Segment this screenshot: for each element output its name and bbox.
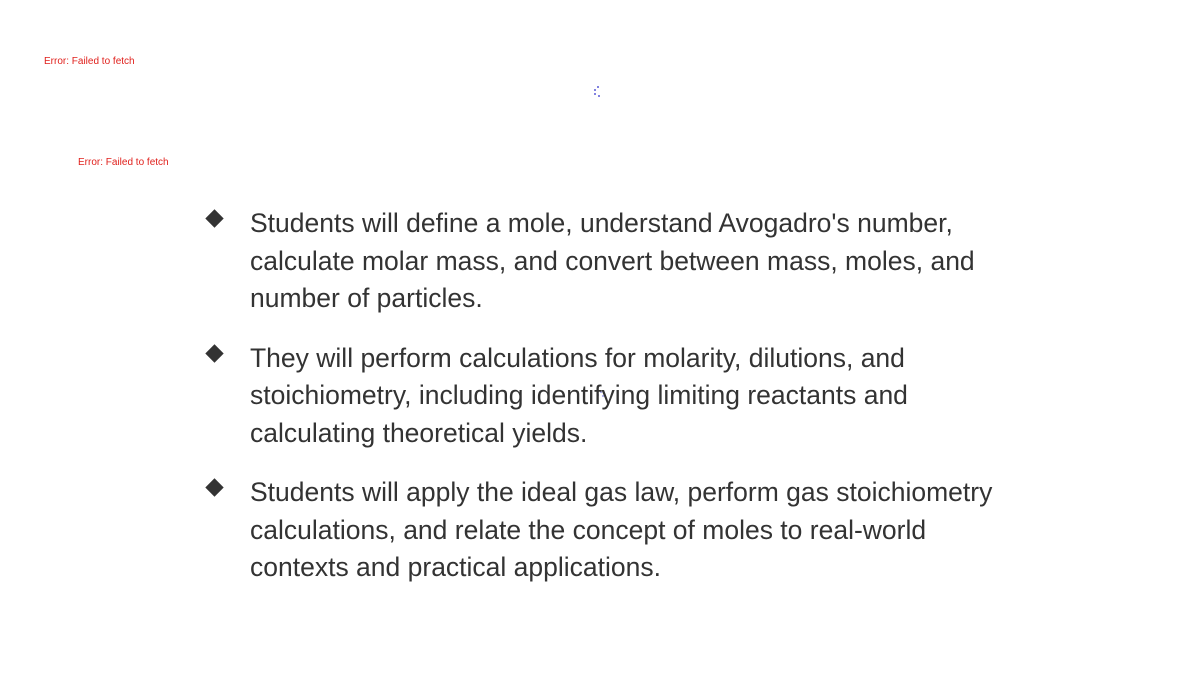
list-item (205, 474, 1055, 587)
list-item-text: calculate molar mass, and convert between mass, moles, and (250, 245, 975, 276)
list-item-text: number of particles. (250, 283, 483, 313)
error-message: Error: Failed to fetch (78, 157, 169, 168)
list-item-text: They will perform calculations for molarity, dilutions, and (250, 342, 905, 373)
objectives-list (205, 205, 1055, 609)
list-item-text: contexts and practical applications. (250, 552, 661, 582)
list-item-text: calculations, and relate the concept of moles to real-world (250, 514, 927, 545)
list-item (205, 205, 1055, 318)
list-item-text: Students will apply the ideal gas law, perform gas stoichiometry (250, 477, 993, 507)
error-message: Error: Failed to fetch (44, 56, 135, 67)
diamond-bullet-icon (205, 209, 223, 227)
diamond-bullet-icon (205, 344, 223, 362)
diamond-bullet-icon (205, 478, 223, 496)
list-item-text: stoichiometry, including identifying limiting reactants and (250, 380, 908, 410)
list-item-text: Students will define a mole, understand Avogadro's number, (250, 208, 953, 238)
loading-spinner-icon (593, 86, 603, 98)
list-item-text: calculating theoretical yields. (250, 417, 588, 448)
list-item (205, 340, 1055, 453)
